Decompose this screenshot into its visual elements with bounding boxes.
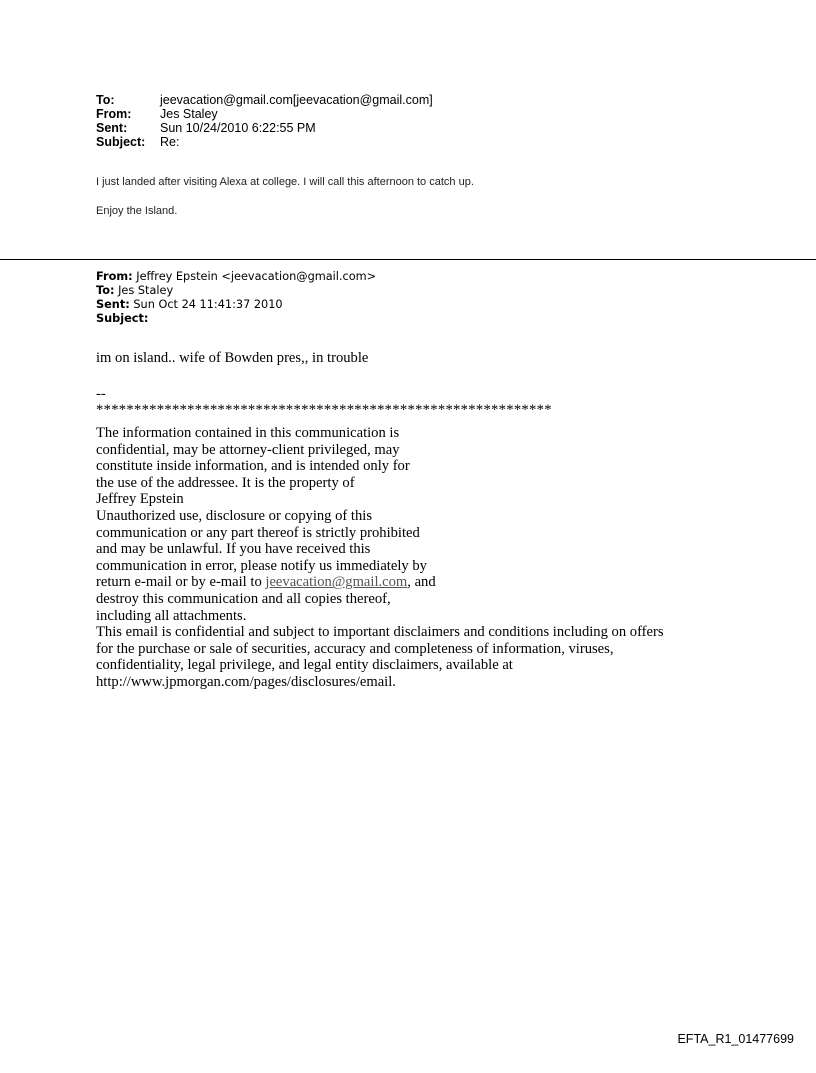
reply-body-paragraph-2: Enjoy the Island. (96, 205, 178, 217)
reply-email-header (96, 93, 433, 149)
document-id: EFTA_R1_01477699 (677, 1032, 794, 1046)
disclaimer-line: communication in error, please notify us immediately by (96, 557, 427, 574)
disclaimer-line: This email is confidential and subject to important disclaimers and conditions including on offers (96, 624, 664, 641)
disclaimer-line: confidential, may be attorney-client privileged, may (96, 441, 400, 458)
disclaimer-link-prefix: return e-mail or by e-mail to (96, 574, 266, 591)
disclaimer-line: including all attachments. (96, 607, 247, 624)
disclaimer-line: The information contained in this communication is (96, 425, 400, 441)
disclaimer-line: and may be unlawful. If you have received this (96, 541, 371, 558)
from-row (96, 107, 433, 121)
disclaimer-link-line (96, 574, 664, 591)
from-value: Jes Staley (160, 107, 218, 121)
disclaimer-link-suffix: , and (407, 574, 436, 591)
to-row (96, 93, 433, 107)
quoted-email-header (96, 270, 376, 326)
disclaimer-line: Unauthorized use, disclosure or copying of this (96, 507, 373, 524)
quoted-sent-value: Sun Oct 24 11:41:37 2010 (133, 298, 283, 311)
disclaimer-line: for the purchase or sale of securities, accuracy and completeness of information, viruses, (96, 640, 614, 657)
disclaimer-line: destroy this communication and all copies thereof, (96, 590, 391, 607)
sent-label: Sent: (96, 121, 128, 135)
quoted-to-label: To (96, 284, 110, 297)
quoted-sent-row (96, 298, 376, 312)
subject-row (96, 135, 433, 149)
subject-value: Re: (160, 135, 180, 149)
disclaimer-line: communication or any part thereof is strictly prohibited (96, 524, 420, 541)
disclaimer-line: constitute inside information, and is intended only for (96, 458, 410, 475)
quoted-body: im on island.. wife of Bowden pres,, in trouble (96, 350, 369, 366)
message-divider (0, 259, 816, 260)
reply-body-paragraph-1: I just landed after visiting Alexa at college. I will call this afternoon to catch up. (96, 176, 474, 188)
subject-label: Subject: (96, 135, 146, 149)
quoted-to-colon: : (109, 284, 115, 297)
disclaimer-line: Jeffrey Epstein (96, 491, 184, 508)
quoted-subject-row (96, 312, 376, 326)
disclaimer-line: confidentiality, legal privilege, and legal entity disclaimers, available at (96, 657, 513, 674)
sent-row (96, 121, 433, 135)
from-label: From: (96, 107, 132, 121)
email-link[interactable]: jeevacation@gmail.com (265, 574, 408, 591)
quoted-subject-colon: : (143, 312, 149, 325)
signature-stars: ************************************************************ (96, 402, 552, 418)
sent-value: Sun 10/24/2010 6:22:55 PM (160, 121, 316, 135)
quoted-subject-label: Subject (96, 312, 144, 325)
quoted-sent-label: Sent (96, 298, 126, 311)
to-label: To: (96, 93, 115, 107)
signature-dash: -- (96, 386, 106, 402)
quoted-from-row (96, 270, 376, 284)
quoted-from-colon: : (128, 270, 133, 283)
quoted-to-row (96, 284, 376, 298)
quoted-sent-colon: : (125, 298, 130, 311)
quoted-from-value: Jeffrey Epstein <jeevacation@gmail.com> (136, 270, 377, 283)
quoted-to-value: Jes Staley (118, 284, 174, 297)
disclaimer-line: http://www.jpmorgan.com/pages/disclosures/email. (96, 673, 396, 690)
disclaimer-line: the use of the addressee. It is the property of (96, 474, 355, 491)
disclaimer-block (96, 425, 664, 691)
quoted-from-label: From (96, 270, 129, 283)
to-value: jeevacation@gmail.com[jeevacation@gmail.com] (160, 93, 433, 107)
